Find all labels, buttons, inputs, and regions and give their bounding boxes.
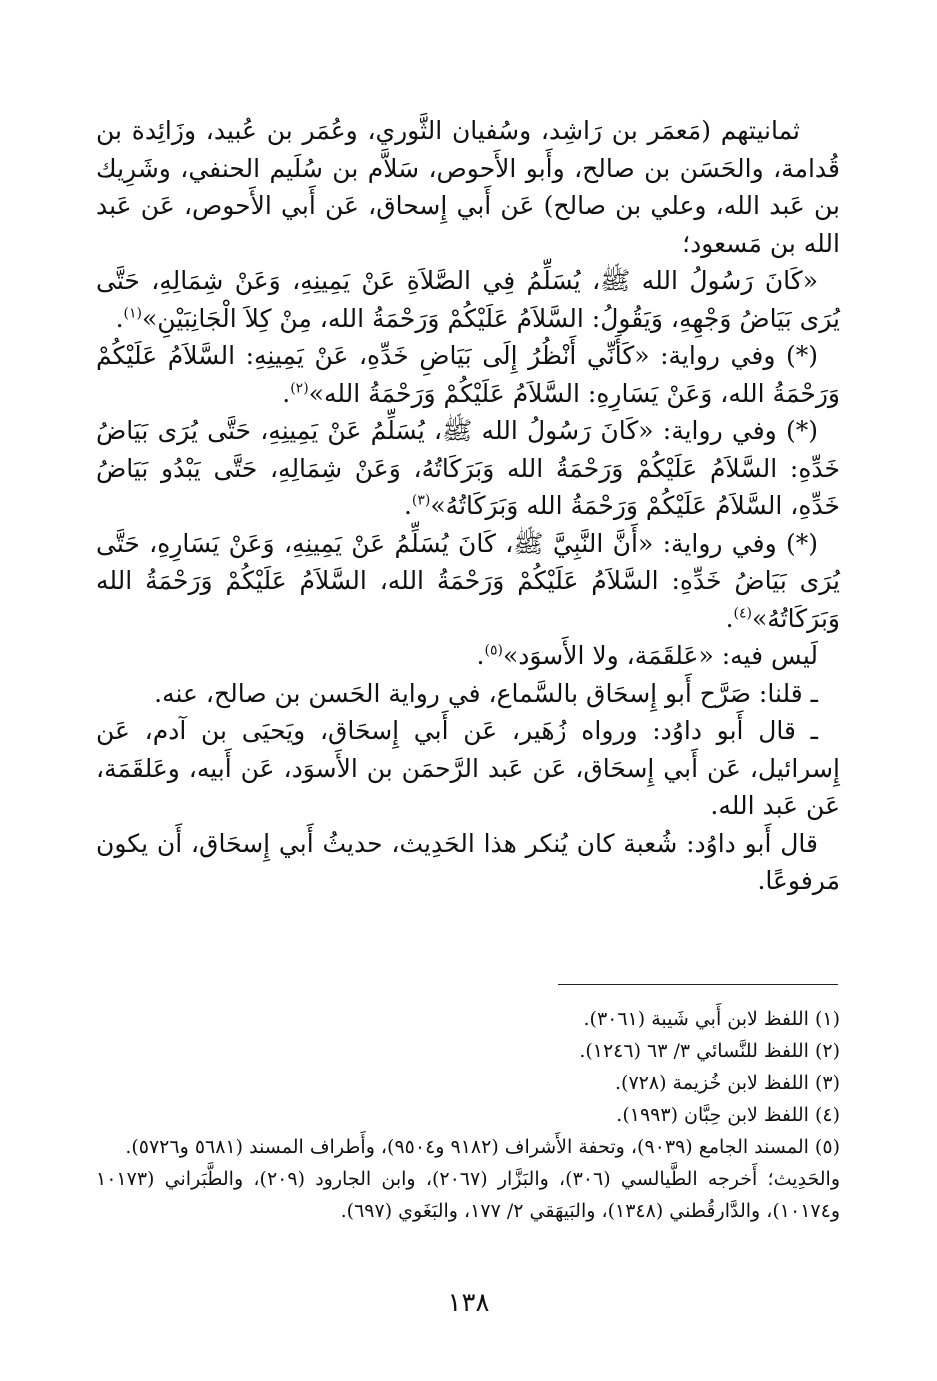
footnote-5: (٥) المسند الجامع (٩٠٣٩)، وتحفة الأَشراف (٩١٨٢ و٩٥٠٤)، وأَطراف المسند (٥٦٨١ و٥٧٢٦). — [125, 1136, 840, 1158]
note-abu-dawud-1: ـ قال أَبو داوُد: ورواه زُهَير، عَن أَبي إِسحَاق، ويَحيَى بن آدم، عَن إِسرائيل، عَن أَبي إِسحَاق، عَن عَبد الرَّحمَن بن الأَسوَد، عَن أَبيه، وعَلقَمَة، عَن عَبد الله. — [96, 716, 840, 820]
note-abu-dawud-2: قال أَبو داوُد: شُعبة كان يُنكر هذا الحَدِيث، حديثُ أَبي إِسحَاق، أَن يكون مَرفوعًا. — [96, 828, 840, 895]
footnote-3: (٣) اللفظ لابن خُزيمة (٧٢٨). — [615, 1072, 840, 1094]
page-number: ١٣٨ — [447, 1288, 490, 1318]
isnad-paragraph: ثمانيتهم (مَعمَر بن رَاشِد، وسُفيان الثَّوري، وعُمَر بن عُبيد، وزَائِدة بن قُدامة، والحَسَن بن صالح، وأَبو الأَحوص، سَلاَّم بن سُلَيم الحنفي، وشَرِيك بن عَبد الله، وعلي بن صالح) عَن أَبي إِسحاق، عَن أَبي الأَحوص، عَن عَبد الله بن مَسعود؛ — [96, 116, 840, 258]
footnotes — [96, 1003, 840, 1227]
main-text — [96, 112, 840, 900]
footnote-ref-5[interactable]: (٥) — [484, 642, 503, 659]
hadith-text: «كَانَ رَسُولُ الله ﷺ، يُسَلِّمُ فِي الصَّلاَةِ عَنْ يَمِينِهِ، وَعَنْ شِمَالِهِ، حَتَّى يُرَى بَيَاضُ وَجْهِهِ، وَيَقُولُ: السَّلاَمُ عَلَيْكُمْ وَرَحْمَةُ الله، مِنْ كِلاَ الْجَانِبَيْنِ»$^{(١)}$. — [96, 266, 840, 333]
footnote-ref-4[interactable]: (٤) — [733, 605, 752, 622]
footnote-ref-3[interactable]: (٣) — [411, 492, 431, 509]
riwaya-3: (*) وفي رواية: «أَنَّ النَّبِيَّ ﷺ، كَانَ يُسَلِّمُ عَنْ يَمِينِهِ، وَعَنْ يَسَارِهِ، حَتَّى يُرَى بَيَاضُ خَدِّهِ: السَّلاَمُ عَلَيْكُمْ وَرَحْمَةُ الله، السَّلاَمُ عَلَيْكُمْ وَرَحْمَةُ الله وَبَرَكَاتُهُ»$^{(٤)}$. — [96, 528, 840, 633]
footnote-ref-2[interactable]: (٢) — [290, 380, 309, 397]
footnote-1: (١) اللفظ لابن أَبي شَيبة (٣٠٦١). — [583, 1008, 840, 1030]
riwaya-1: (*) وفي رواية: «كَأَنِّي أَنْظُرُ إِلَى بَيَاضِ خَدِّهِ، عَنْ يَمِينِهِ: السَّلاَمُ عَلَيْكُمْ وَرَحْمَةُ الله، وَعَنْ يَسَارِهِ: السَّلاَمُ عَلَيْكُمْ وَرَحْمَةُ الله»$^{(٢)}$. — [96, 341, 840, 408]
footnote-ref-1[interactable]: (١) — [123, 305, 143, 322]
footnote-4: (٤) اللفظ لابن حِبَّان (١٩٩٣). — [616, 1104, 840, 1126]
riwaya-2: (*) وفي رواية: «كَانَ رَسُولُ الله ﷺ، يُسَلِّمُ عَنْ يَمِينِهِ، حَتَّى يُرَى بَيَاضُ خَدِّهِ: السَّلاَمُ عَلَيْكُمْ وَرَحْمَةُ الله وَبَرَكَاتُهُ، وَعَنْ شِمَالِهِ، حَتَّى يَبْدُو بَيَاضُ خَدِّهِ، السَّلاَمُ عَلَيْكُمْ وَرَحْمَةُ الله وَبَرَكَاتُهُ»$^{(٣)}$. — [96, 416, 840, 520]
note-absent: لَيس فيه: «عَلقَمَة، ولا الأَسوَد»$^{(٥)}$. — [476, 641, 818, 670]
footnote-2: (٢) اللفظ للنَّسائي ٣/ ٦٣ (١٢٤٦). — [579, 1040, 840, 1062]
note-sama: ـ قلنا: صَرَّح أَبو إِسحَاق بالسَّماع، في رواية الحَسن بن صالح، عنه. — [154, 678, 818, 708]
footnote-5-continuation: والحَدِيث؛ أَخرجه الطَّيالسي (٣٠٦)، والبَزَّار (٢٠٦٧)، وابن الجارود (٢٠٩)، والطَّبَراني (١٠١٧٣ و١٠١٧٤)، والدَّارقُطني (١٣٤٨)، والبَيهَقي ٢/ ١٧٧، والبَغَوي (٦٩٧). — [96, 1168, 840, 1222]
footnote-separator — [558, 984, 838, 985]
